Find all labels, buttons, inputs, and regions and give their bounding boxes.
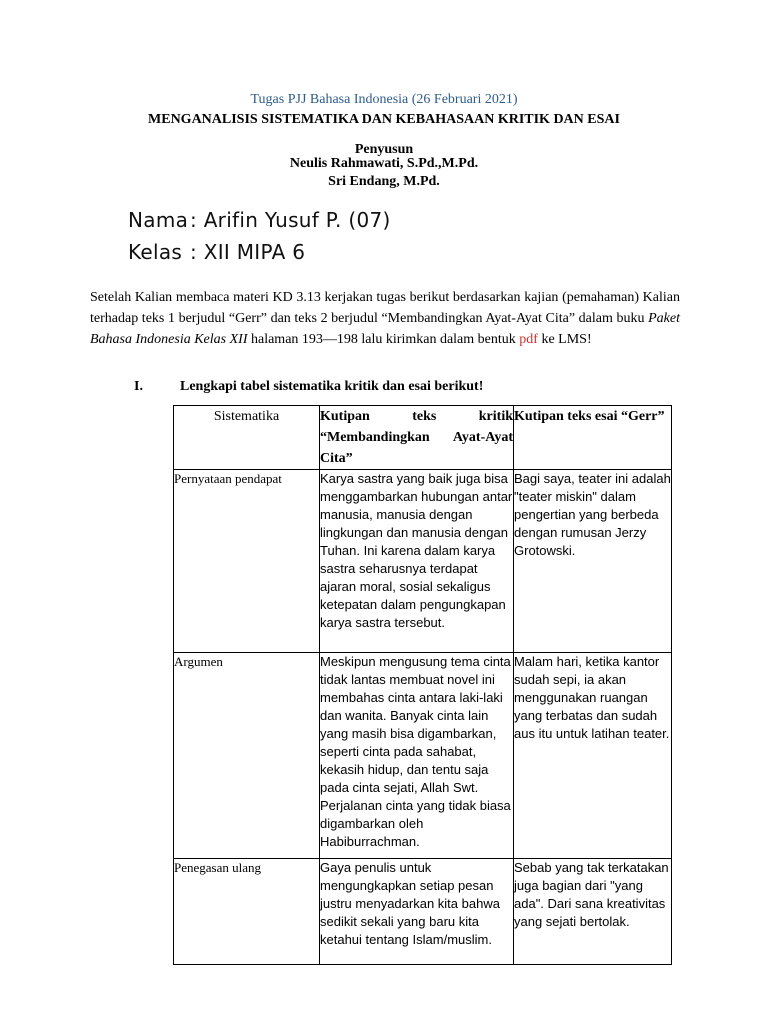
header-kritik: Kutipan teks kritik “Membandingkan Ayat-Ayat Cita” [320,406,514,470]
student-class-row [128,240,305,264]
esai-cell: Malam hari, ketika kantor sudah sepi, ia akan menggunakan ruangan yang terbatas dan sudah aus itu untuk latihan teater. [514,653,672,859]
row-label: Pernyataan pendapat [174,470,320,653]
class-label: Kelas [128,240,183,264]
assignment-subtitle: Tugas PJJ Bahasa Indonesia (26 Februari 2021) [250,92,518,107]
name-value: : Arifin Yusuf P. (07) [190,208,391,232]
table-header-row [174,406,672,470]
header-esai: Kutipan teks esai “Gerr” [514,406,672,470]
systematics-table [173,405,672,965]
kritik-cell: Karya sastra yang baik juga bisa menggambarkan hubungan antar manusia, manusia dengan lingkungan dan manusia dengan Tuhan. Ini karena dalam karya sastra seharusnya terdapat ajaran moral, sosial sekaligus ketepatan dalam pengungkapan karya sastra tersebut. [320,470,514,653]
kritik-cell: Gaya penulis untuk mengungkapkan setiap pesan justru menyadarkan kita bahwa sedikit sekali yang baru kita ketahui tentang Islam/muslim. [320,859,514,965]
pdf-word: pdf [519,332,538,347]
author-name-2: Sri Endang, M.Pd. [328,174,440,189]
class-value: : XII MIPA 6 [190,240,306,264]
kritik-cell: Meskipun mengusung tema cinta tidak lantas membuat novel ini membahas cinta antara laki-laki dan wanita. Banyak cinta lain yang masih bisa digambarkan, seperti cinta pada sahabat, kekasih hidup, dan tentu saja pada cinta sejati, Allah Swt. Perjalanan cinta yang tidak biasa digambarkan oleh Habiburrachman. [320,653,514,859]
instructions-text-3: ke LMS! [537,332,592,347]
table-row [174,859,672,965]
row-label: Argumen [174,653,320,859]
document-title: MENGANALISIS SISTEMATIKA DAN KEBAHASAAN KRITIK DAN ESAI [148,112,620,127]
table-row [174,470,672,653]
instructions-text-1: Setelah Kalian membaca materi KD 3.13 kerjakan tugas berikut berdasarkan kajian (pemahaman) Kalian terhadap teks 1 berjudul “Gerr” dan teks 2 berjudul “Membandingkan Ayat-Ayat Cita” dalam buku [90,290,680,326]
section-number: I. [134,379,143,394]
book-title: Paket Bahasa Indonesia Kelas XII [90,311,680,347]
esai-cell: Sebab yang tak terkatakan juga bagian dari "yang ada". Dari sana kreativitas yang sejati bertolak. [514,859,672,965]
header-sistematika: Sistematika [174,406,320,470]
student-name-row [128,208,391,232]
instructions-paragraph [90,287,680,350]
author-heading: Penyusun [354,142,414,157]
esai-cell: Bagi saya, teater ini adalah "teater miskin" dalam pengertian yang berbeda dengan rumusan Jerzy Grotowski. [514,470,672,653]
table-row [174,653,672,859]
instructions-text-2: halaman 193—198 lalu kirimkan dalam bentuk [247,332,520,347]
name-label: Nama [128,208,189,232]
author-name-1: Neulis Rahmawati, S.Pd.,M.Pd. [289,156,479,171]
row-label: Penegasan ulang [174,859,320,965]
section-heading: Lengkapi tabel sistematika kritik dan esai berikut! [180,379,484,394]
